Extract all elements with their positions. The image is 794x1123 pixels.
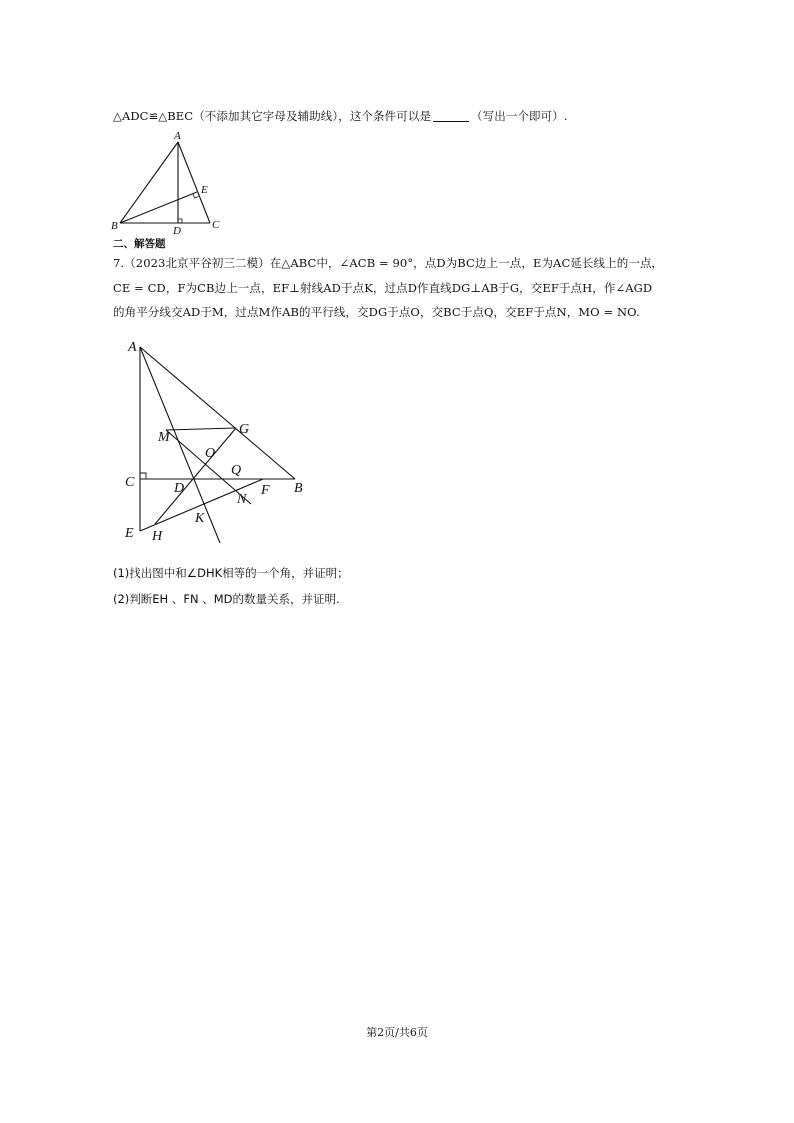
right-angle-mark-e — [193, 194, 199, 198]
label-f: F — [261, 483, 270, 498]
answer-blank — [433, 110, 469, 122]
q6-stem-prefix: △ADC≌△BEC（不添加其它字母及辅助线），这个条件可以是 — [113, 109, 432, 123]
label-a: A — [128, 340, 137, 355]
label-h: H — [152, 529, 163, 544]
figure-triangle-abc — [110, 128, 230, 238]
sub-question-1: (1)找出图中和∠DHK相等的一个角，并证明； — [113, 566, 349, 580]
label-d: D — [174, 481, 185, 496]
label-e: E — [125, 526, 134, 541]
label-a: A — [174, 130, 181, 142]
segment-ab — [140, 347, 295, 479]
q6-stem-suffix: （写出一个即可）. — [471, 109, 568, 123]
label-n: N — [237, 492, 247, 507]
label-c: C — [125, 475, 135, 490]
segment-mg — [166, 428, 236, 430]
label-d: D — [173, 225, 181, 237]
label-q: Q — [231, 463, 242, 478]
q7-line-1: 7.（2023北京平谷初三二模）在△ABC中，∠ACB = 90°，点D为BC边上一点，E为AC延长线上的一点， — [113, 256, 664, 270]
segment-ac — [178, 142, 210, 223]
page-footer: 第2页/共6页 — [366, 1026, 428, 1039]
label-g: G — [239, 422, 250, 437]
label-e: E — [201, 184, 208, 196]
label-o: O — [205, 446, 216, 461]
q6-stem — [113, 108, 568, 124]
section-heading: 二、解答题 — [113, 238, 166, 250]
label-b: B — [294, 481, 303, 496]
right-angle-mark-c — [140, 473, 146, 479]
q7-line-2: CE = CD，F为CB边上一点，EF⊥射线AD于点K，过点D作直线DG⊥AB于G，交EF于点H，作∠AGD — [113, 281, 653, 295]
figure-geometry-q7 — [115, 333, 315, 548]
label-k: K — [195, 511, 205, 526]
right-angle-mark-d — [178, 219, 182, 223]
sub-question-2: (2)判断EH 、FN 、MD的数量关系，并证明. — [113, 592, 340, 606]
label-c: C — [212, 219, 220, 231]
label-b: B — [111, 220, 118, 232]
label-m: M — [158, 430, 170, 445]
q7-line-3: 的角平分线交AD于M，过点M作AB的平行线，交DG于点O，交BC于点Q，交EF于点N，MO = NO. — [113, 305, 640, 319]
